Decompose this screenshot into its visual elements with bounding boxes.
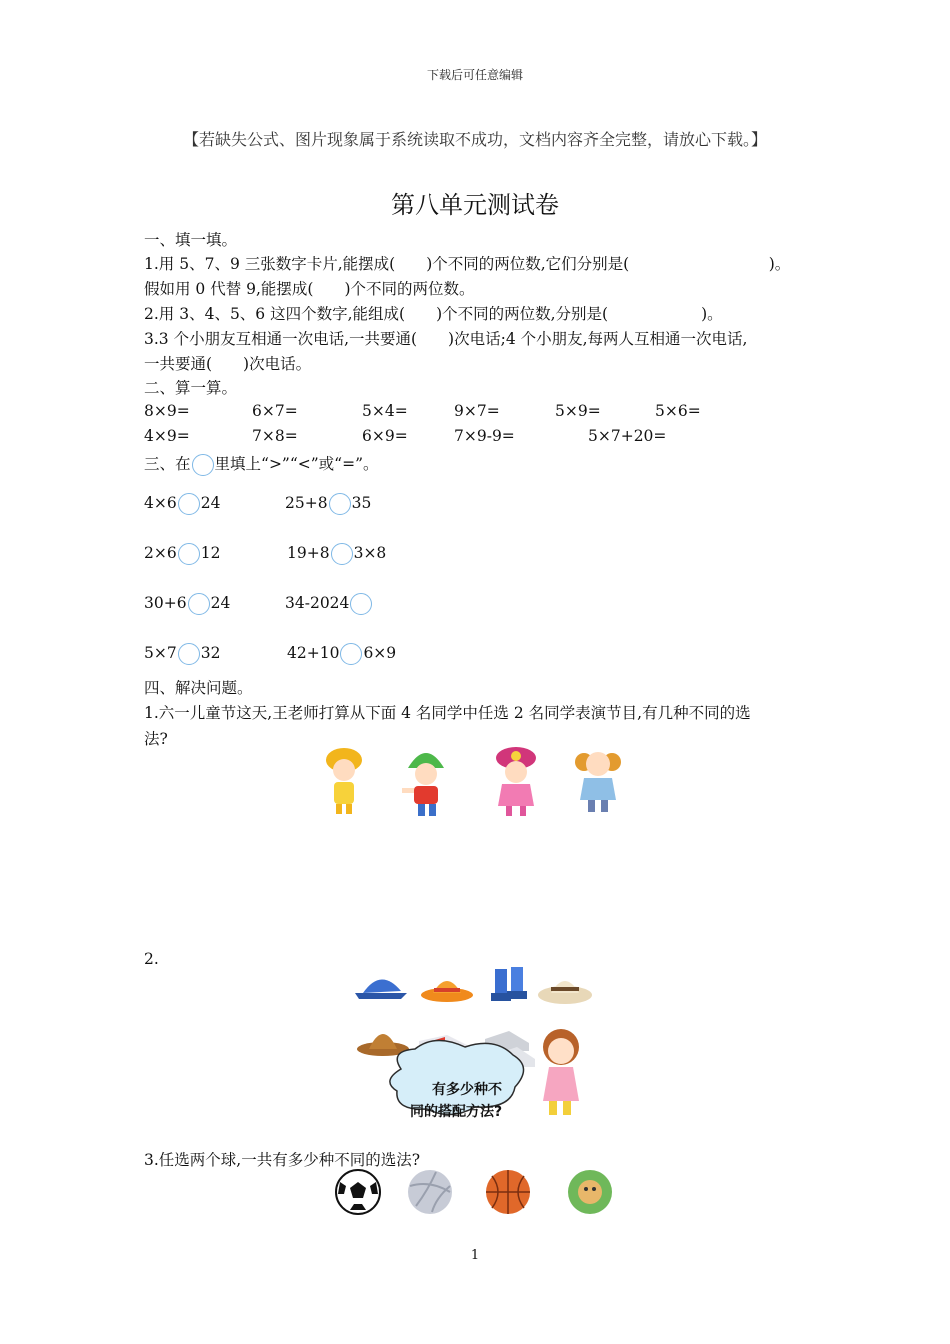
compare-item <box>144 543 220 565</box>
compare-item <box>285 593 373 615</box>
calc-item: 5×9= <box>555 402 601 420</box>
calc-item: 7×8= <box>252 427 298 445</box>
heading-post: 里填上“>”“<”或“=”。 <box>214 455 379 473</box>
compare-right: 32 <box>200 644 221 662</box>
question-2: 2. <box>144 950 159 968</box>
blue-cap-icon <box>355 979 407 999</box>
compare-item <box>287 543 386 565</box>
compare-left: 25+8 <box>285 494 328 512</box>
compare-item <box>287 643 396 665</box>
download-notice: 【若缺失公式、图片现象属于系统读取不成功，文档内容齐全完整，请放心下载。】 <box>182 130 767 149</box>
orange-hat-icon <box>421 981 473 1002</box>
compare-circle[interactable] <box>340 643 362 665</box>
calc-item: 5×4= <box>362 402 408 420</box>
compare-circle[interactable] <box>350 593 372 615</box>
section4-heading: 四、解决问题。 <box>144 679 253 697</box>
section1-line: 3.3 个小朋友互相通一次电话,一共要通( )次电话;4 个小朋友,每两人互相通一次电话, <box>144 330 748 348</box>
question-3: 3.任选两个球,一共有多少种不同的选法? <box>144 1151 421 1169</box>
straw-hat-icon <box>538 981 592 1004</box>
compare-left: 2×6 <box>144 544 177 562</box>
compare-circle[interactable] <box>188 593 210 615</box>
calc-item: 5×6= <box>655 402 701 420</box>
compare-left: 5×7 <box>144 644 177 662</box>
question-1: 1.六一儿童节这天,王老师打算从下面 4 名同学中任选 2 名同学表演节目,有几种不同的选 <box>144 704 751 722</box>
child-green-hat-icon <box>402 753 444 816</box>
girl-icon <box>543 1029 579 1115</box>
calc-item: 8×9= <box>144 402 190 420</box>
compare-circle[interactable] <box>331 543 353 565</box>
compare-right: 3×8 <box>353 544 387 562</box>
volleyball-icon <box>408 1170 452 1214</box>
rain-boots-icon <box>491 967 527 1001</box>
compare-circle[interactable] <box>329 493 351 515</box>
calc-item: 7×9-9= <box>454 427 515 445</box>
compare-item <box>285 493 371 515</box>
child-pink-hat-icon <box>496 747 536 816</box>
calc-item: 5×7+20= <box>588 427 667 445</box>
section1-line: 假如用 0 代替 9,能摆成( )个不同的两位数。 <box>144 280 475 298</box>
compare-right: 6×9 <box>363 644 397 662</box>
bubble-text-line1: 有多少种不 <box>432 1082 502 1098</box>
blank-circle-icon <box>192 454 214 476</box>
compare-circle[interactable] <box>178 643 200 665</box>
calc-item: 6×7= <box>252 402 298 420</box>
calc-item: 6×9= <box>362 427 408 445</box>
toy-ball-icon <box>568 1170 612 1214</box>
compare-left: 42+10 <box>287 644 340 662</box>
bubble-text-line2: 同的搭配方法? <box>410 1104 503 1120</box>
question-1-cont: 法? <box>144 730 168 748</box>
compare-item <box>144 593 230 615</box>
section1-heading: 一、填一填。 <box>144 231 238 249</box>
page-title: 第八单元测试卷 <box>391 191 559 219</box>
compare-right: 24 <box>210 594 231 612</box>
calc-item: 9×7= <box>454 402 500 420</box>
section2-heading: 二、算一算。 <box>144 379 238 397</box>
compare-circle[interactable] <box>178 543 200 565</box>
compare-left: 34-2024 <box>285 594 350 612</box>
compare-item <box>144 493 220 515</box>
children-illustration <box>322 744 622 820</box>
compare-right: 12 <box>200 544 221 562</box>
section1-line: 1.用 5、7、9 三张数字卡片,能摆成( )个不同的两位数,它们分别是( )。 <box>144 255 791 273</box>
heading-pre: 三、在 <box>144 455 191 473</box>
child-yellow-hat-icon <box>326 748 362 814</box>
basketball-icon <box>486 1170 530 1214</box>
compare-right: 24 <box>200 494 221 512</box>
section1-line: 一共要通( )次电话。 <box>144 355 312 373</box>
compare-item <box>144 643 220 665</box>
compare-left: 4×6 <box>144 494 177 512</box>
compare-left: 19+8 <box>287 544 330 562</box>
compare-left: 30+6 <box>144 594 187 612</box>
section3-heading <box>144 452 379 476</box>
child-curly-hair-icon <box>575 752 621 812</box>
compare-right: 35 <box>351 494 372 512</box>
page-number: 1 <box>470 1248 480 1263</box>
soccer-ball-icon <box>336 1170 380 1214</box>
compare-circle[interactable] <box>178 493 200 515</box>
calc-item: 4×9= <box>144 427 190 445</box>
section1-line: 2.用 3、4、5、6 这四个数字,能组成( )个不同的两位数,分别是( )。 <box>144 305 723 323</box>
page-header: 下载后可任意编辑 <box>426 68 523 82</box>
balls-illustration <box>334 1168 624 1218</box>
